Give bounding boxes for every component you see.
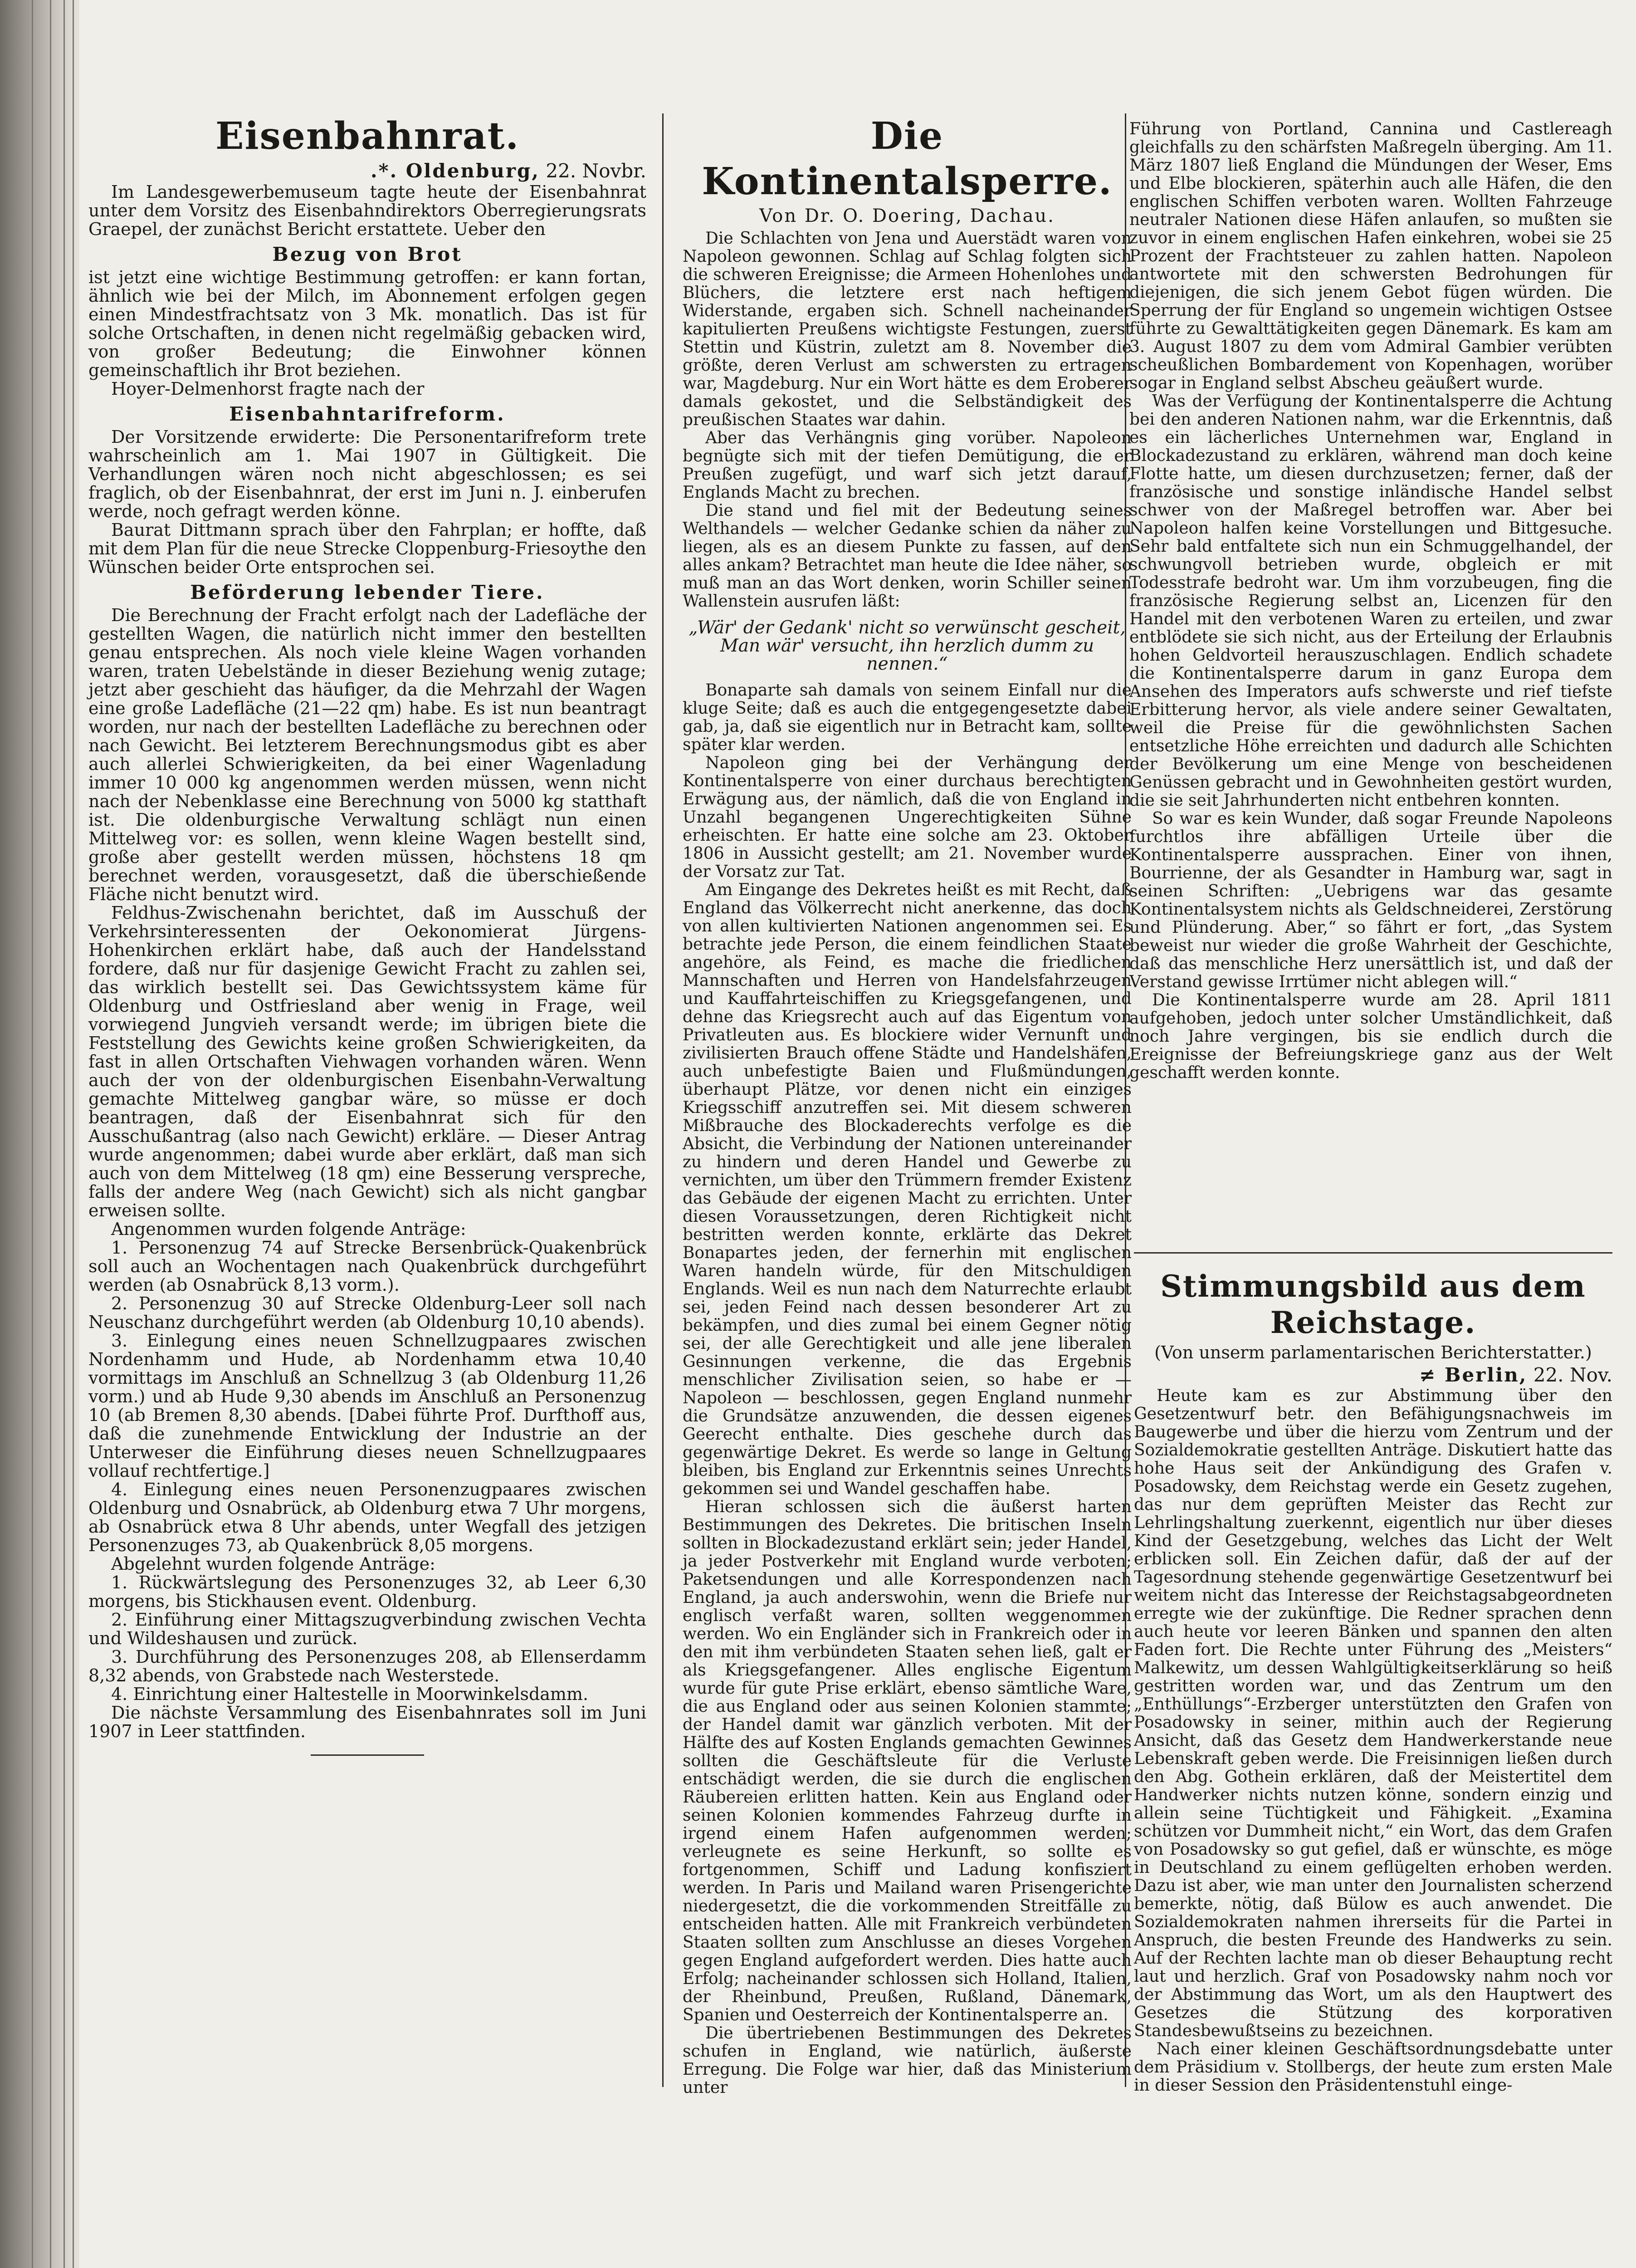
paragraph: Die Schlachten von Jena und Auerstädt waren von Napoleon gewonnen. Schlag auf Schlag folgten sich die schweren Ereignisse; die Armeen Hohenlohes und Blüchers, die letztere erst nach heftigem Widerstande, ergaben sich. Schnell nacheinander kapitulierten Preußens wichtigste Festungen, zuerst Stettin und Küstrin, zuletzt am 8. November die größte, deren Verlust am schwersten zu ertragen war, Magdeburg. Nur ein Wort hätte es dem Eroberer damals gekostet, und die Selbständigkeit des preußischen Staates war dahin. bbox=[683, 229, 1132, 429]
paragraph: Aber das Verhängnis ging vorüber. Napoleon begnügte sich mit der tiefen Demütigung, die er Preußen zugefügt, und warf sich jetzt darauf, Englands Macht zu brechen. bbox=[683, 429, 1132, 502]
paragraph: Die Berechnung der Fracht erfolgt nach der Ladefläche der gestellten Wagen, die natürlich nicht immer den bestellten genau entsprechen. Als noch viele kleine Wagen vorhanden waren, traten Uebelstände in dieser Beziehung wenig zutage; jetzt aber geschieht das häufiger, da die Mehrzahl der Wagen eine große Ladefläche (21—22 qm) habe. Es ist nun beantragt worden, nur nach der bestellten Ladefläche zu berechnen oder nach Gewicht. Bei letzterem Berechnungsmodus gibt es aber auch allerlei Schwierigkeiten, da bei einer Wagenladung immer 10 000 kg angenommen werden müssen, wenn nicht nach der Nebenklasse eine Berechnung von 5000 kg statthaft ist. Die oldenburgische Verwaltung schlägt nun einen Mittelweg vor: es sollen, wenn kleine Wagen bestellt sind, große aber gestellt werden müssen, höchstens 18 qm berechnet werden, vorausgesetzt, daß die überschießende Fläche nicht benutzt wird. bbox=[88, 605, 646, 904]
paragraph: Am Eingange des Dekretes heißt es mit Recht, daß England das Völkerrecht nicht anerkenne, das doch von allen kultivierten Nationen angenommen sei. Es betrachte jede Person, die einem feindlichen Staate angehöre, als Feind, es mache die friedlichen Mannschaften und Herren von Handelsfahrzeugen und Kauffahrteischiffen zu Kriegsgefangenen, und dehne das Kriegsrecht auch auf das Eigentum von Privatleuten aus. Es blockiere wider Vernunft und zivilisierten Brauch offene Städte und Handelshäfen, auch unbefestigte Baien und Flußmündungen, überhaupt Plätze, vor denen nicht ein einziges Kriegsschiff anzutreffen sei. Mit diesem schweren Mißbrauche des Blockaderechts verfolge es die Absicht, die Verbindung der Nationen untereinander zu hindern und deren Handel und Gewerbe zu vernichten, um über den Trümmern fremder Existenz das Gebäude der eigenen Macht zu errichten. Unter diesen Voraussetzungen, deren Richtigkeit nicht bestritten werden konnte, erklärte das Dekret Bonapartes jeden, der fernerhin mit englischen Waren handeln würde, für den Mitschuldigen Englands. Weil es nun nach dem Naturrechte erlaubt sei, jeden Feind nach dessen besonderer Art zu bekämpfen, und dies zumal bei einem Gegner nötig sei, der alle Gerechtigkeit und alle jene liberalen Gesinnungen verkenne, die das Ergebnis menschlicher Zivilisation seien, so habe er — Napoleon — beschlossen, gegen England nunmehr die Grundsätze anzuwenden, die dessen eigenes Geerecht enthalte. Dies geschehe durch das gegenwärtige Dekret. Es werde so lange in Geltung bleiben, bis England zur Erkenntnis seines Unrechts gekommen sei und Wandel geschaffen habe. bbox=[683, 881, 1132, 1498]
dateline bbox=[88, 162, 646, 180]
list-item: 4. Einrichtung einer Haltestelle in Moorwinkelsdamm. bbox=[111, 1684, 589, 1704]
list-item: 3. Durchführung des Personenzuges 208, ab Ellenserdamm 8,32 abends, von Grabstede nach Westerstede. bbox=[88, 1647, 646, 1685]
paragraph: Die übertriebenen Bestimmungen des Dekretes schufen in England, wie natürlich, äußerste Erregung. Die Folge war hier, daß das Ministerium unter bbox=[683, 2024, 1132, 2097]
column-rule bbox=[662, 113, 664, 2087]
subheading: Bezug von Brot bbox=[272, 243, 463, 265]
paragraph: Die stand und fiel mit der Bedeutung seines Welthandels — welcher Gedanke schien da näher zu liegen, als es an diesem Punkte zu fassen, auf den alles ankam? Betrachtet man heute die Idee näher, so muß man an das Wort denken, worin Schiller seinen Wallenstein ausrufen läßt: bbox=[683, 501, 1132, 611]
section-rule bbox=[1134, 1252, 1612, 1254]
page-edge bbox=[32, 0, 33, 2268]
byline: (Von unserm parlamentarischen Berichterstatter.) bbox=[1154, 1342, 1592, 1362]
paragraph: Die nächste Versammlung des Eisenbahnrates soll im Juni 1907 in Leer stattfinden. bbox=[88, 1703, 646, 1741]
headline: Eisenbahnrat. bbox=[215, 114, 520, 158]
dateline bbox=[1134, 1366, 1612, 1384]
paragraph: Feldhus-Zwischenahn berichtet, daß im Ausschuß der Verkehrsinteressenten der Oekonomierat Jürgens-Hohenkirchen erklärt habe, daß auch der Handelsstand fordere, daß nur für dasjenige Gewicht Fracht zu zahlen sei, das wirklich bestellt sei. Das Gewichtssystem käme für Oldenburg und Ostfriesland aber wenig in Frage, weil vorwiegend Jungvieh versandt werde; im übrigen biete die Feststellung des Gewichts keine großen Schwierigkeiten, da fast in allen Ortschaften Viehwagen vorhanden wären. Wenn auch der von der oldenburgischen Eisenbahn-Verwaltung gemachte Mittelweg gangbar wäre, so müsse er doch beantragen, daß der Eisenbahnrat sich für den Ausschußantrag (also nach Gewicht) erkläre. — Dieser Antrag wurde angenommen; dabei wurde aber erklärt, daß man sich auch von dem Mittelweg (18 qm) eine Besserung verspreche, falls der andere Weg (nach Gewicht) sich als nicht gangbar erweisen sollte. bbox=[88, 903, 646, 1220]
paragraph: Hoyer-Delmenhorst fragte nach der bbox=[111, 379, 425, 399]
article-stimmungsbild bbox=[1134, 1268, 1612, 2095]
paragraph: Bonaparte sah damals von seinem Einfall nur die kluge Seite; daß es auch die entgegengesetzte dabei gab, ja, daß sie eigentlich nur in Betracht kam, sollte später klar werden. bbox=[683, 681, 1132, 754]
article-kontinentalsperre bbox=[683, 113, 1132, 2097]
end-rule bbox=[311, 1754, 424, 1756]
article-eisenbahnrat bbox=[88, 113, 646, 1756]
schiller-quote bbox=[683, 619, 1132, 673]
paragraph: So war es kein Wunder, daß sogar Freunde Napoleons furchtlos ihre abfälligen Urteile über die Kontinentalsperre aussprachen. Einer von ihnen, Bourrienne, der als Gesandter in Hamburg war, sagt in seinen Schriften: „Uebrigens war das gesamte Kontinentalsystem nichts als Geldschneiderei, Zerstörung und Plünderung. Aber,“ so fährt er fort, „das System beweist nur wieder die große Wahrheit der Geschichte, daß das menschliche Herz unersättlich ist, und daß der Verstand gewisse Irrtümer nicht ablegen will.“ bbox=[1129, 809, 1612, 991]
list-item: 3. Einlegung eines neuen Schnellzugpaares zwischen Nordenhamm und Hude, ab Nordenhamm etwa 10,40 vormittags im Anschluß an Schnellzug 3 (ab Oldenburg 11,26 vorm.) und ab Hude 9,30 abends im Anschluß an Personenzug 10 (ab Bremen 8,30 abends. [Dabei führte Prof. Durfthoff aus, daß die zunehmende Entwicklung der Industrie an der Unterweser die Einführung dieses neuen Schnellzugpaares vollauf rechtfertige.] bbox=[88, 1331, 646, 1481]
paragraph: Angenommen wurden folgende Anträge: bbox=[111, 1219, 466, 1239]
quote-line: Man wär' versucht, ihn herzlich dumm zu nennen.“ bbox=[720, 636, 1094, 674]
subheading: Beförderung lebender Tiere. bbox=[190, 581, 545, 603]
paragraph: ist jetzt eine wichtige Bestimmung getroffen: er kann fortan, ähnlich wie bei der Milch, im Abonnement erfolgen gegen einen Mindestfrachtsatz von 3 Mk. monatlich. Das ist für solche Ortschaften, in denen nicht regelmäßig gebacken wird, von großer Bedeutung; die Einwohner können gemeinschaftlich ihr Brot beziehen. bbox=[88, 267, 646, 380]
quote-line: „Wär' der Gedank' nicht so verwünscht gescheit, bbox=[689, 617, 1126, 638]
page-edge bbox=[50, 0, 51, 2268]
headline: Stimmungsbild aus dem Reichstage. bbox=[1160, 1269, 1586, 1340]
dateline-date: 22. Nov. bbox=[1533, 1364, 1612, 1386]
paragraph: Der Vorsitzende erwiderte: Die Personentarifreform trete wahrscheinlich am 1. Mai 1907 in Gültigkeit. Die Verhandlungen wären noch nicht abgeschlossen; es sei fraglich, ob der Eisenbahnrat, der erst im Juni n. J. einberufen werde, noch gefragt werden könne. bbox=[88, 427, 646, 521]
byline: Von Dr. O. Doering, Dachau. bbox=[759, 206, 1055, 226]
list-item: 2. Personenzug 30 auf Strecke Oldenburg-Leer soll nach Neuschanz durchgeführt werden (ab Oldenburg 10,10 abends). bbox=[88, 1293, 646, 1332]
dateline-date: 22. Novbr. bbox=[546, 160, 646, 182]
paragraph: Was der Verfügung der Kontinentalsperre die Achtung bei den anderen Nationen nahm, war die Erkenntnis, daß es ein lächerliches Unternehmen war, England in Blockadezustand zu erklären, während man doch keine Flotte hatte, um diesen durchzusetzen; ferner, daß der französische und sonstige inländische Handel selbst schwer von der Maßregel betroffen war. Aber bei Napoleon halfen keine Vorstellungen und Bittgesuche. Sehr bald entfaltete sich nun ein Schmuggelhandel, der schwungvoll betrieben wurde, obgleich er mit Todesstrafe bedroht war. Um ihm vorzubeugen, fing die französische Regierung selbst an, Licenzen für den Handel mit den verbotenen Waren zu erteilen, und zwar entblödete sie sich nicht, aus der Erteilung der Erlaubnis hohen Geldvorteil herauszuschlagen. Endlich schadete die Kontinentalsperre darum in ganz Europa dem Ansehen des Imperators aufs schwerste und rief tiefste Erbitterung hervor, als viele andere seiner Gewaltaten, weil die Preise für die gewöhnlichsten Sachen entsetzliche Höhe erreichten und dadurch alle Schichten der Bevölkerung um eine Menge von bescheidenen Genüssen gebracht und in Gewohnheiten gestört wurden, die sie seit Jahrhunderten nicht entbehren konnten. bbox=[1129, 392, 1612, 810]
list-item: 1. Personenzug 74 auf Strecke Bersenbrück-Quakenbrück soll auch an Wochentagen nach Quakenbrück durchgeführt werden (ab Osnabrück 8,13 vorm.). bbox=[88, 1238, 646, 1295]
list-item: 2. Einführung einer Mittagszugverbindung zwischen Vechta und Wildeshausen und zurück. bbox=[88, 1610, 646, 1648]
dateline-place: ≠ Berlin, bbox=[1419, 1364, 1528, 1386]
paragraph: Abgelehnt wurden folgende Anträge: bbox=[111, 1554, 435, 1574]
page-edge bbox=[73, 0, 74, 2268]
paragraph: Hieran schlossen sich die äußerst harten Bestimmungen des Dekretes. Die britischen Inseln sollten in Blockadezustand erklärt sein; jeder Handel, ja jeder Postverkehr mit England wurde verboten; Paketsendungen und alle Korrespondenzen nach England, ja auch anderswohin, wenn die Briefe nur englisch verfaßt waren, sollten weggenommen werden. Wo ein Engländer sich in Frankreich oder in den mit ihm verbündeten Staaten sehen ließ, galt er als Kriegsgefangener. Alles englische Eigentum wurde für gute Prise erklärt, ebenso sämtliche Ware, die aus England oder aus seinen Kolonien stammte; der Handel damit war gänzlich verboten. Mit der Hälfte des auf Kosten Englands gemachten Gewinnes sollten die Geschäftsleute für die Verluste entschädigt werden, die sie durch die englischen Räubereien erlitten hatten. Kein aus England oder seinen Kolonien kommendes Fahrzeug durfte in irgend einem Hafen aufgenommen werden; verleugnete es seine Herkunft, so sollte es fortgenommen, Schiff und Ladung konfisziert werden. In Paris und Mailand waren Prisengerichte niedergesetzt, die die vorkommenden Streitfälle zu entscheiden hatten. Alle mit Frankreich verbündeten Staaten sollten zum Anschlusse an dieses Vorgehen gegen England aufgefordert werden. Dies hatte auch Erfolg; nacheinander schlossen sich Holland, Italien, der Rheinbund, Preußen, Rußland, Dänemark, Spanien und Oesterreich der Kontinentalsperre an. bbox=[683, 1498, 1132, 2024]
list-item: 4. Einlegung eines neuen Personenzugpaares zwischen Oldenburg und Osnabrück, ab Oldenburg etwa 7 Uhr morgens, ab Osnabrück etwa 8 Uhr abends, unter Wegfall des jetzigen Personenzuges 73, ab Quakenbrück 8,05 morgens. bbox=[88, 1479, 646, 1555]
paragraph: Im Landesgewerbemuseum tagte heute der Eisenbahnrat unter dem Vorsitz des Eisenbahndirektors Oberregierungsrats Graepel, der zunächst Bericht erstattete. Ueber den bbox=[88, 182, 646, 239]
page-edge bbox=[63, 0, 65, 2268]
paragraph: Napoleon ging bei der Verhängung der Kontinentalsperre von einer durchaus berechtigten Erwägung aus, der nämlich, daß die von England in Unzahl begangenen Ungerechtigkeiten Sühne erheischten. Er hatte eine solche am 23. Oktober 1806 in Aussicht gestellt; am 21. November wurde der Vorsatz zur Tat. bbox=[683, 754, 1132, 881]
subheading: Eisenbahntarifreform. bbox=[229, 403, 506, 425]
paragraph: Führung von Portland, Cannina und Castlereagh gleichfalls zu den schärfsten Maßregeln überging. Am 11. März 1807 ließ England die Mündungen der Weser, Ems und Elbe blockieren, späterhin auch alle Häfen, die den englischen Schiffen verboten waren. Wollten Fahrzeuge neutraler Nationen diese Häfen anlaufen, so mußten sie zuvor in einem englischen Hafen einkehren, wobei sie 25 Prozent der Frachtsteuer zu zahlen hatten. Napoleon antwortete mit den schwersten Bedrohungen für diejenigen, die sich jenem Gebot fügen würden. Die Sperrung der für England so ungemein wichtigen Ostsee führte zu Gewalttätigkeiten gegen Dänemark. Es kam am 3. August 1807 zu dem vom Admiral Gambier verübten scheußlichen Bombardement von Kopenhagen, worüber sogar in England selbst Abscheu geäußert wurde. bbox=[1129, 120, 1612, 392]
paragraph: Baurat Dittmann sprach über den Fahrplan; er hoffte, daß mit dem Plan für die neue Strecke Cloppenburg-Friesoythe den Wünschen beider Orte entsprochen sei. bbox=[88, 520, 646, 577]
paragraph: Die Kontinentalsperre wurde am 28. April 1811 aufgehoben, jedoch unter solcher Umständlichkeit, daß noch Jahre vergingen, bis sie endlich durch die Ereignisse der Befreiungskriege ganz aus der Welt geschafft werden konnte. bbox=[1129, 991, 1612, 1082]
headline: Die Kontinentalsperre. bbox=[702, 114, 1113, 203]
paragraph: Heute kam es zur Abstimmung über den Gesetzentwurf betr. den Befähigungsnachweis im Baugewerbe und über die hierzu vom Zentrum und der Sozialdemokratie gestellten Anträge. Diskutiert hatte das hohe Haus seit der Ankündigung des Grafen v. Posadowsky, dem Reichstag werde ein Gesetz zugehen, das nur dem geprüften Meister das Recht zur Lehrlingshaltung zuerkennt, eigentlich nur über dieses Kind der Gesetzgebung, welches das Licht der Welt erblicken soll. Ein Zeichen dafür, daß der auf der Tagesordnung stehende gegenwärtige Gesetzentwurf bei weitem nicht das Interesse der Reichstagsabgeordneten erregte wie der zukünftige. Die Redner sprachen denn auch heute vor leeren Bänken und spannen den alten Faden fort. Die Rechte unter Führung des „Meisters“ Malkewitz, um dessen Wahlgültigkeitserklärung so heiß gestritten worden war, und das Zentrum um den „Enthüllungs“-Erzberger unterstützten den Grafen von Posadowsky in seiner, mithin auch der Regierung Ansicht, daß das Gesetz dem Handwerkerstande neue Lebenskraft geben werde. Die Freisinnigen ließen durch den Abg. Gothein erklären, daß der Meistertitel dem Handwerker nichts nutzen könne, sondern einzig und allein seine Tüchtigkeit und Fähigkeit. „Examina schützen vor Dummheit nicht,“ ein Wort, das dem Grafen von Posadowsky so gut gefiel, daß er wünschte, es möge in Deutschland zu einem geflügelten erhoben werden. Dazu ist aber, wie man unter den Journalisten scherzend bemerkte, nötig, daß Bülow es auch anwendet. Die Sozialdemokraten nahmen ihrerseits für die Partei in Anspruch, die besten Freunde des Handwerks zu sein. Auf der Rechten lachte man ob dieser Behauptung recht laut und herzlich. Graf von Posadowsky nahm noch vor der Abstimmung das Wort, um als den Hauptwert des Gesetzes die Stützung des korporativen Standesbewußtseins zu bezeichnen. bbox=[1134, 1386, 1612, 2040]
paragraph: Nach einer kleinen Geschäftsordnungsdebatte unter dem Präsidium v. Stollbergs, der heute zum ersten Male in dieser Session den Präsidentenstuhl einge- bbox=[1134, 2040, 1612, 2095]
article-kontinentalsperre-continued bbox=[1129, 120, 1612, 1082]
dateline-place: .*. Oldenburg, bbox=[371, 160, 540, 182]
list-item: 1. Rückwärtslegung des Personenzuges 32, ab Leer 6,30 morgens, bis Stickhausen event. Oldenburg. bbox=[88, 1572, 646, 1611]
